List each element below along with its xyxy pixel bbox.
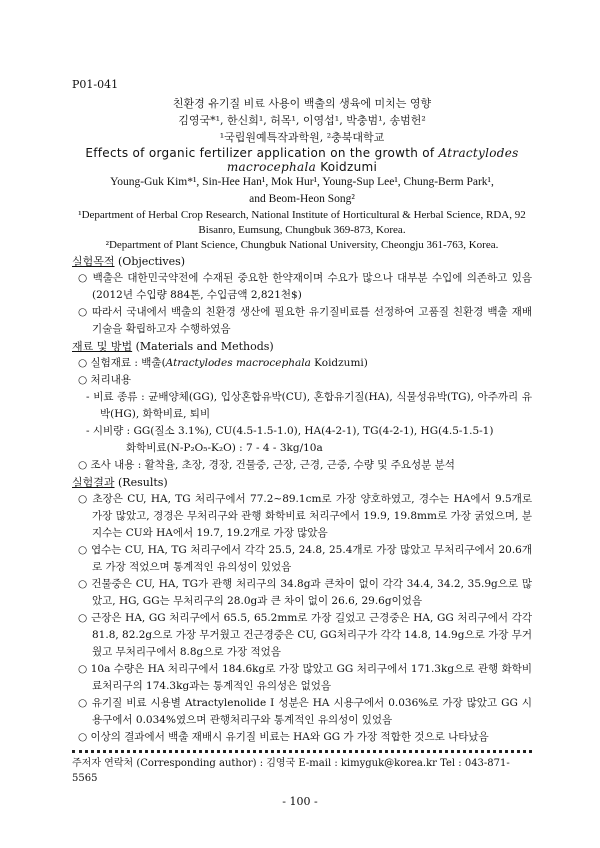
methods-treatment: ○ 처리내용 [78,374,132,386]
methods-material [72,355,532,372]
methods-fertilizer-types: - 비료 종류 : 균배양체(GG), 입상혼합유박(CU), 혼합유기질(HA), 식물성유박(TG), 아주까리 유박(HG), 화학비료, 퇴비 [86,391,532,420]
objective-item: ○ 백출은 대한민국약전에 수재된 중요한 한약재이며 수요가 많으나 대부분 수입에 의존하고 있음(2012년 수입량 884톤, 수입금액 2,821천$) [78,272,532,301]
section-results-heading [72,474,532,491]
abstract-code: P01-041 [72,78,119,91]
methods-heading-english: (Materials and Methods) [132,340,274,353]
english-authors-line2: and Beom-Heon Song² [249,193,355,205]
results-heading-english: (Results) [114,476,168,489]
corresponding-author: 주저자 연락처 (Corresponding author) : 김영국 E-mail : kimyguk@korea.kr Tel : 043-871-5565 [72,758,510,784]
methods-fertilizer-chemical: 화학비료(N-P₂O₅-K₂O) : 7 - 4 - 3kg/10a [126,442,323,454]
objectives-heading-korean: 실험목적 [72,255,115,268]
english-title [72,146,532,174]
paper-abstract [72,78,532,786]
methods-heading-korean: 재료 및 방법 [72,340,133,353]
korean-affiliations: ¹국립원예특작과학원, ²충북대학교 [219,131,385,144]
material-species: Atractylodes macrocephala [165,357,311,369]
results-heading-korean: 실험결과 [72,476,115,489]
korean-title: 친환경 유기질 비료 사용이 백출의 생육에 미치는 영향 [172,97,432,110]
page-number: - 100 - [282,795,318,808]
section-methods-heading [72,338,532,355]
english-title-end: Koidzumi [320,160,378,174]
material-prefix: ○ 실험재료 : 백출( [78,357,166,369]
result-item: ○ 엽수는 CU, HA, TG 처리구에서 각각 25.5, 24.8, 25.4개로 가장 많았고 무처리구에서 20.6개로 가장 적었으며 통계적인 유의성이 있었음 [78,544,532,573]
material-suffix: Koidzumi) [310,357,368,369]
result-item: ○ 근장은 HA, GG 처리구에서 65.5, 65.2mm로 가장 길었고 근경중은 HA, GG 처리구에서 각각 81.8, 82.2g으로 가장 무거웠고 건근경중은 CU, GG처리구가 각각 14.8, 14.9g으로 가장 무거웠고 무처리구에서 8.8g으로 가장 적었음 [78,612,532,658]
result-item: ○ 초장은 CU, HA, TG 처리구에서 77.2~89.1cm로 가장 양호하였고, 경수는 HA에서 9.5개로 가장 많았고, 경경은 무처리구와 관행 화학비료 처리구에서 19.9, 19.8mm로 가장 굵었으며, 분지수는 CU와 HA에서 19.7, 19.2개로 가장 많았음 [78,493,532,539]
english-authors-line1: Young-Guk Kim*¹, Sin-Hee Han¹, Mok Hur¹, Young-Sup Lee¹, Chung-Berm Park¹, [110,176,494,188]
methods-survey: ○ 조사 내용 : 활착율, 초장, 경장, 건물중, 근장, 근경, 근중, 수량 및 주요성분 분석 [78,459,455,471]
affiliation-1: ¹Department of Herbal Crop Research, National Institute of Horticultural & Herbal Science, RDA, 92 Bisanro, Eumsung, Chungbuk 369-873, Korea. [78,209,526,236]
objectives-heading-english: (Objectives) [114,255,186,268]
affiliation-2: ²Department of Plant Science, Chungbuk National University, Cheongju 361-763, Korea. [105,239,499,251]
korean-authors: 김영국*¹, 한신희¹, 허목¹, 이영섭¹, 박충범¹, 송범헌² [178,114,426,127]
english-title-species: Atractylodes macrocephala [226,146,519,174]
section-objectives-heading [72,253,532,270]
result-item: ○ 건물중은 CU, HA, TG가 관행 처리구의 34.8g과 큰차이 없이 각각 34.4, 34.2, 35.9g으로 많았고, HG, GG는 무처리구의 28.0g과 큰 차이 없이 26.6, 29.6g이었음 [78,578,532,607]
result-item: ○ 유기질 비료 시용별 Atractylenolide I 성분은 HA 시용구에서 0.036%로 가장 많았고 GG 시용구에서 0.034%였으며 관행처리구와 통계적인 유의성이 있었음 [78,697,532,726]
english-authors [72,174,532,208]
dotted-divider [72,750,532,753]
result-item: ○ 10a 수량은 HA 처리구에서 184.6kg로 가장 많았고 GG 처리구에서 171.3kg으로 관행 화학비료처리구의 174.3kg과는 통계적인 유의성은 없었음 [78,663,532,692]
result-item: ○ 이상의 결과에서 백출 재배시 유기질 비료는 HA와 GG 가 가장 적합한 것으로 나타났음 [78,731,489,743]
english-title-main: Effects of organic fertilizer application on the growth of [85,146,435,160]
objective-item: ○ 따라서 국내에서 백출의 친환경 생산에 필요한 유기질비료를 선정하여 고품질 친환경 백출 재배기술을 확립하고자 수행하였음 [78,306,532,335]
methods-fertilizer-amount: - 시비량 : GG(질소 3.1%), CU(4.5-1.5-1.0), HA(4-2-1), TG(4-2-1), HG(4.5-1.5-1) [86,425,494,437]
